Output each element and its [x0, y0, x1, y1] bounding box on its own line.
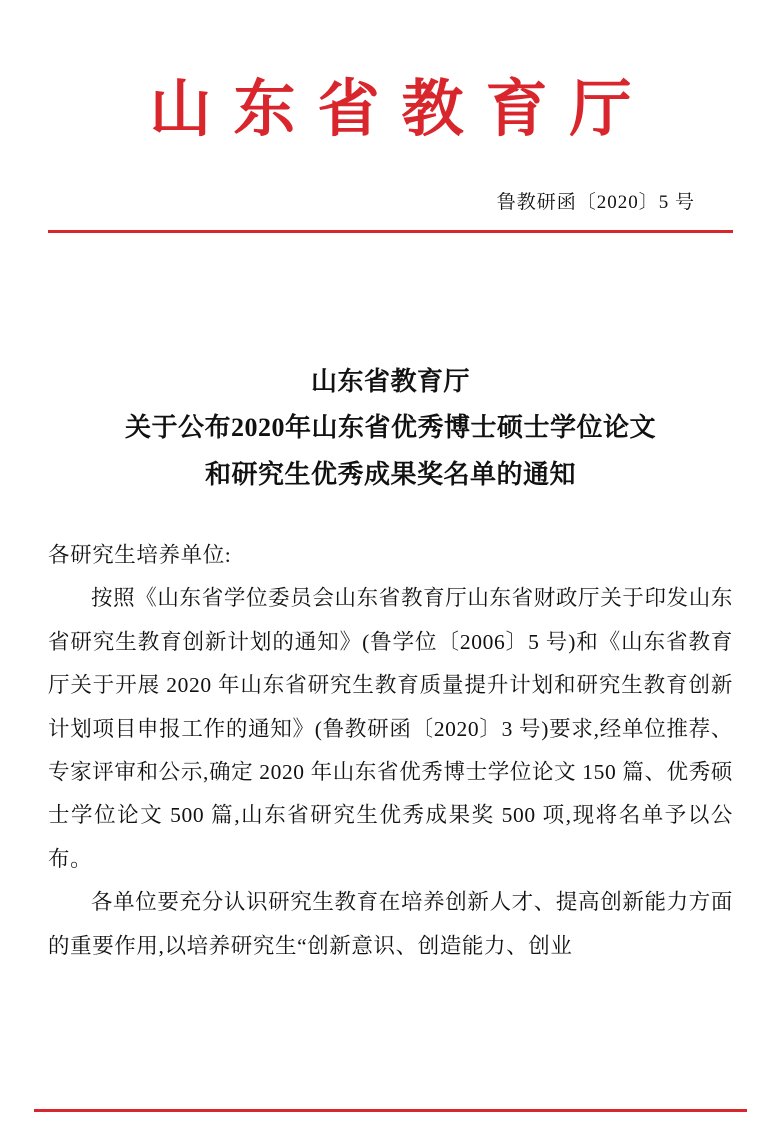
body-paragraph-2: 各单位要充分认识研究生教育在培养创新人才、提高创新能力方面的重要作用,以培养研究生“创新意识、创造能力、创业 [48, 890, 733, 958]
document-body [48, 534, 733, 968]
salutation: 各研究生培养单位: [48, 542, 232, 567]
footer-red-rule [34, 1109, 747, 1112]
body-paragraph-1: 按照《山东省学位委员会山东省教育厅山东省财政厅关于印发山东省研究生教育创新计划的通知》(鲁学位〔2006〕5 号)和《山东省教育厅关于开展 2020 年山东省研究生教育质量提升计划和研究生教育创新计划项目申报工作的通知》(鲁教研函〔2020〕3 号)要求,经单位推荐、专家评审和公示,确定 2020 年山东省优秀博士学位论文 150 篇、优秀硕士学位论文 500 篇,山东省研究生优秀成果奖 500 项,现将名单予以公布。 [48, 586, 733, 871]
title-line-2: 关于公布2020年山东省优秀博士硕士学位论文 [124, 413, 656, 443]
issuing-authority-title: 山东省教育厅 [149, 76, 654, 144]
document-title [48, 359, 733, 498]
letterhead [48, 0, 733, 143]
header-red-rule [48, 230, 733, 233]
title-line-3: 和研究生优秀成果奖名单的通知 [204, 459, 576, 489]
title-line-1: 山东省教育厅 [310, 367, 470, 397]
document-number: 鲁教研函〔2020〕5 号 [496, 192, 695, 214]
